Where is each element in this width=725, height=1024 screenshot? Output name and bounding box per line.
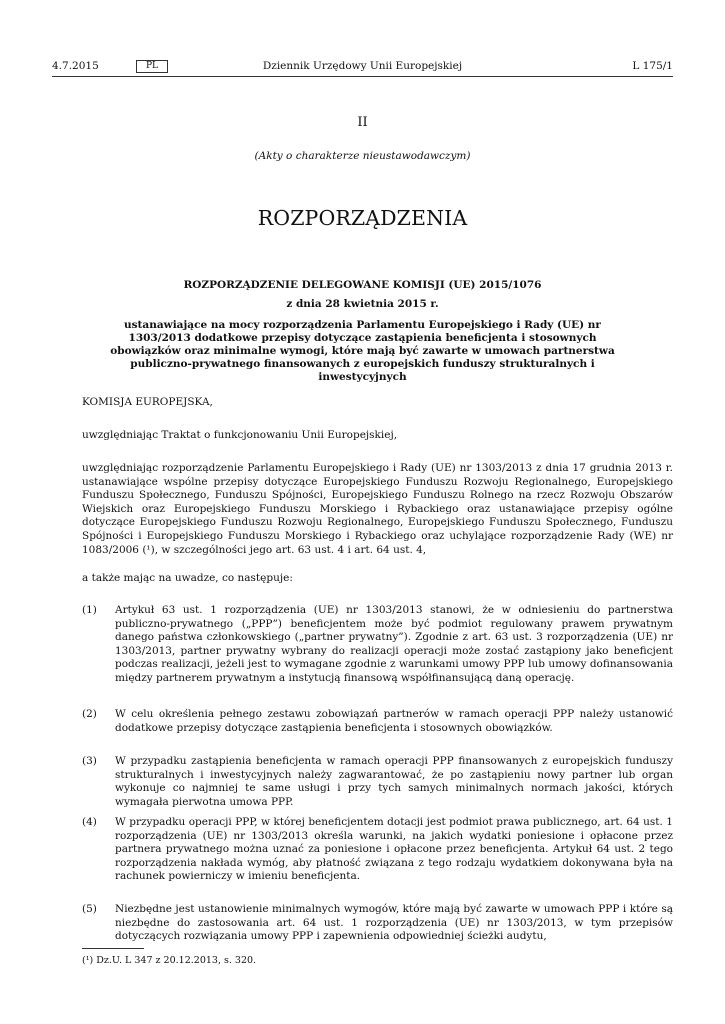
recital: [82, 816, 673, 884]
publication-date: 4.7.2015: [52, 60, 99, 72]
preamble-whereas: a także mając na uwadze, co następuje:: [82, 572, 293, 584]
preamble-commission: KOMISJA EUROPEJSKA,: [82, 396, 213, 408]
footnote-divider: [82, 948, 144, 949]
journal-name: Dziennik Urzędowy Unii Europejskiej: [262, 60, 463, 72]
acts-note: (Akty o charakterze nieustawodawczym): [254, 150, 471, 162]
section-number: II: [357, 115, 368, 130]
language-badge: PL: [136, 60, 168, 73]
recital-text: W przypadku zastąpienia beneficjenta w ramach operacji PPP finansowanych z europejskich funduszy strukturalnych i inwestycyjnych należy zagwarantować, że po zastąpieniu nowy partner lub organ wykonuje co najmniej te same usługi i przy tych samych minimalnych normach jakości, których wymagała pierwotna umowa PPP.: [115, 755, 673, 808]
recital-text: W przypadku operacji PPP, w której beneficjentem dotacji jest podmiot prawa publicznego, art. 64 ust. 1 rozporządzenia (UE) nr 1303/2013 określa warunki, na jakich wydatki poniesione i opłacone przez partnera prywatnego można uznać za poniesione i opłacone przez beneficjenta. Artykuł 64 ust. 2 tego rozporządzenia nakłada wymóg, aby płatność związana z tego rodzaju wydatkiem dokonywana była na rachunek powierniczy w imieniu beneficjenta.: [115, 816, 673, 883]
footnote: (¹) Dz.U. L 347 z 20.12.2013, s. 320.: [82, 955, 257, 966]
recital-number: (1): [82, 604, 97, 616]
preamble-treaty: uwzględniając Traktat o funkcjonowaniu Unii Europejskiej,: [82, 429, 398, 441]
recital: [82, 708, 673, 735]
preamble-regulation-reference: uwzględniając rozporządzenie Parlamentu Europejskiego i Rady (UE) nr 1303/2013 z dnia 17 grudnia 2013 r. ustanawiające wspólne przepisy dotyczące Europejskiego Funduszu Rozwoju Regionalnego, Europejskiego Funduszu Społecznego, Funduszu Spójności, Europejskiego Funduszu Rolnego na rzecz Rozwoju Obszarów Wiejskich oraz Europejskiego Funduszu Morskiego i Rybackiego oraz ustanawiające przepisy ogólne dotyczące Europejskiego Funduszu Rozwoju Regionalnego, Europejskiego Funduszu Społecznego, Funduszu Spójności i Europejskiego Funduszu Morskiego i Rybackiego oraz uchylające rozporządzenie Rady (WE) nr 1083/2006 (¹), w szczególności jego art. 63 ust. 4 i art. 64 ust. 4,: [82, 462, 673, 556]
section-heading: ROZPORZĄDZENIA: [257, 206, 468, 230]
recital: [82, 755, 673, 809]
recital-number: (3): [82, 755, 97, 767]
recital: [82, 604, 673, 686]
recital-number: (4): [82, 816, 97, 828]
regulation-title: ROZPORZĄDZENIE DELEGOWANE KOMISJI (UE) 2015/1076: [183, 279, 542, 291]
recital-text: Artykuł 63 ust. 1 rozporządzenia (UE) nr 1303/2013 stanowi, że w odniesieniu do partnerstwa publiczno-prywatnego („PPP”) beneficjentem może być podmiot regulowany prawem prywatnym danego państwa członkowskiego („partner prywatny”). Zgodnie z art. 63 ust. 3 rozporządzenia (UE) nr 1303/2013, partner prywatny wybrany do realizacji operacji może zostać zastąpiony jako beneficjent podczas realizacji, jeżeli jest to wymagane zgodnie z warunkami umowy PPP lub umowy dofinansowania między partnerem prywatnym a instytucją finansową współfinansującą daną operację.: [115, 604, 673, 684]
header-divider: [52, 76, 673, 77]
page-reference: L 175/1: [632, 60, 673, 72]
recital-number: (5): [82, 903, 97, 915]
regulation-subject: ustanawiające na mocy rozporządzenia Parlamentu Europejskiego i Rady (UE) nr 1303/2013 dodatkowe przepisy dotyczące zastąpienia beneficjenta i stosownych obowiązków oraz minimalne wymogi, które mają być zawarte w umowach partnerstwa publiczno-prywatnego finansowanych z europejskich funduszy strukturalnych i inwestycyjnych: [110, 319, 615, 383]
recital-text: W celu określenia pełnego zestawu zobowiązań partnerów w ramach operacji PPP należy ustanowić dodatkowe przepisy dotyczące zastąpienia beneficjenta i stosownych obowiązków.: [115, 708, 673, 734]
recital-number: (2): [82, 708, 97, 720]
recital-text: Niezbędne jest ustanowienie minimalnych wymogów, które mają być zawarte w umowach PPP i które są niezbędne do zastosowania art. 64 ust. 1 rozporządzenia (UE) nr 1303/2013, w tym przepisów dotyczących rozwiązania umowy PPP i zapewnienia odpowiedniej ścieżki audytu,: [115, 903, 673, 943]
recital: [82, 903, 673, 944]
regulation-date: z dnia 28 kwietnia 2015 r.: [286, 298, 439, 310]
